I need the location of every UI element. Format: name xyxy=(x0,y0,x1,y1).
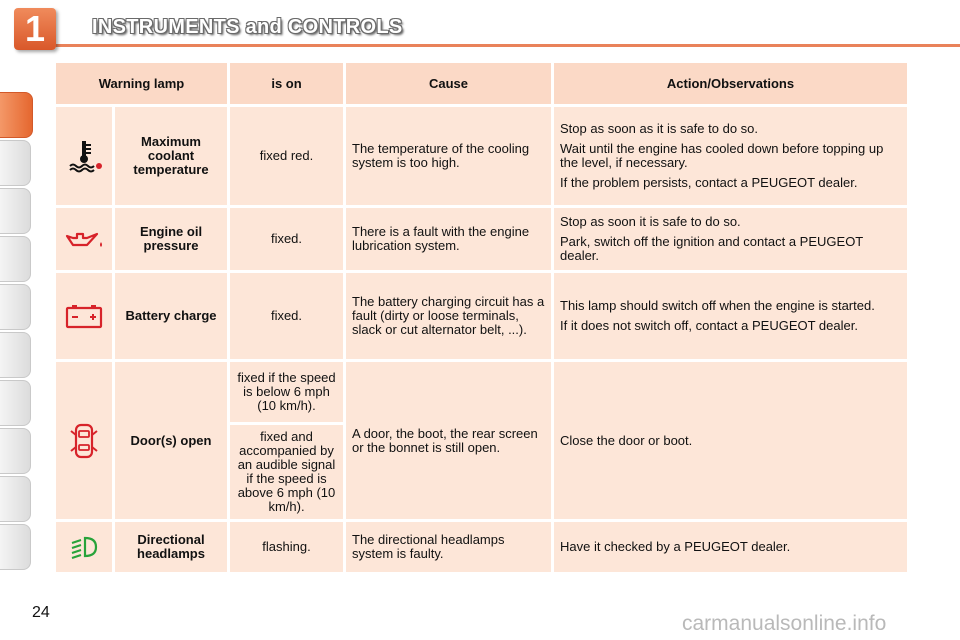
lamp-state: fixed. xyxy=(230,273,343,359)
side-tab-9[interactable] xyxy=(0,476,31,522)
warning-lamp-table xyxy=(53,60,910,575)
lamp-state: fixed and accompanied by an audible signal if the speed is above 6 mph (10 km/h). xyxy=(230,425,343,519)
watermark: carmanualsonline.info xyxy=(682,612,887,635)
page-number: 24 xyxy=(32,604,50,621)
lamp-name: Battery charge xyxy=(115,273,227,359)
side-tab-3[interactable] xyxy=(0,188,31,234)
lamp-cause: The battery charging circuit has a fault (dirty or loose terminals, slack or cut alternator belt, ...). xyxy=(346,273,551,359)
headlamp-icon xyxy=(56,522,112,572)
header-action: Action/Observations xyxy=(554,63,907,104)
side-tab-7[interactable] xyxy=(0,380,31,426)
lamp-action xyxy=(554,273,907,359)
lamp-cause: There is a fault with the engine lubrication system. xyxy=(346,208,551,270)
header-rule xyxy=(55,44,960,47)
lamp-action xyxy=(554,208,907,270)
table-row xyxy=(56,522,907,572)
chapter-number[interactable]: 1 xyxy=(14,8,56,50)
lamp-action xyxy=(554,522,907,572)
battery-icon xyxy=(56,273,112,359)
lamp-state: fixed if the speed is below 6 mph (10 km/h). xyxy=(230,362,343,422)
table-row xyxy=(56,107,907,205)
header-warning-lamp: Warning lamp xyxy=(56,63,227,104)
header-cause: Cause xyxy=(346,63,551,104)
lamp-name: Maximum coolant temperature xyxy=(115,107,227,205)
action-line: Close the door or boot. xyxy=(560,432,693,448)
side-tab-6[interactable] xyxy=(0,332,31,378)
action-line: Have it checked by a PEUGEOT dealer. xyxy=(560,539,791,554)
action-line: If it does not switch off, contact a PEUGEOT dealer. xyxy=(560,318,858,333)
action-line: Stop as soon as it is safe to do so. xyxy=(560,121,759,136)
header-is-on: is on xyxy=(230,63,343,104)
lamp-name: Door(s) open xyxy=(115,362,227,519)
side-tab-1[interactable] xyxy=(0,92,33,138)
side-tab-8[interactable] xyxy=(0,428,31,474)
lamp-state: fixed red. xyxy=(230,107,343,205)
action-line: If the problem persists, contact a PEUGEOT dealer. xyxy=(560,175,858,190)
lamp-cause: The directional headlamps system is faulty. xyxy=(346,522,551,572)
lamp-name: Engine oil pressure xyxy=(115,208,227,270)
action-line: Wait until the engine has cooled down before topping up the level, if necessary. xyxy=(560,141,884,170)
side-tab-2[interactable] xyxy=(0,140,31,186)
action-line: This lamp should switch off when the engine is started. xyxy=(560,298,875,313)
side-tab-10[interactable] xyxy=(0,524,31,570)
table-row xyxy=(56,273,907,359)
door-open-icon xyxy=(56,362,112,519)
action-line: Park, switch off the ignition and contact a PEUGEOT dealer. xyxy=(560,234,864,263)
lamp-name: Directional headlamps xyxy=(115,522,227,572)
table-header-row xyxy=(56,63,907,104)
table-row xyxy=(56,362,907,422)
lamp-cause: A door, the boot, the rear screen or the bonnet is still open. xyxy=(346,362,551,519)
lamp-state: fixed. xyxy=(230,208,343,270)
page-title: INSTRUMENTS and CONTROLS xyxy=(92,16,403,38)
side-tab-5[interactable] xyxy=(0,284,31,330)
chapter-side-tabs xyxy=(0,64,34,574)
oil-can-icon xyxy=(56,208,112,270)
side-tab-4[interactable] xyxy=(0,236,31,282)
lamp-action xyxy=(554,107,907,205)
table-row xyxy=(56,208,907,270)
lamp-state: flashing. xyxy=(230,522,343,572)
action-line: Stop as soon it is safe to do so. xyxy=(560,214,741,229)
lamp-action xyxy=(554,362,907,519)
coolant-temperature-icon xyxy=(56,107,112,205)
lamp-cause: The temperature of the cooling system is too high. xyxy=(346,107,551,205)
